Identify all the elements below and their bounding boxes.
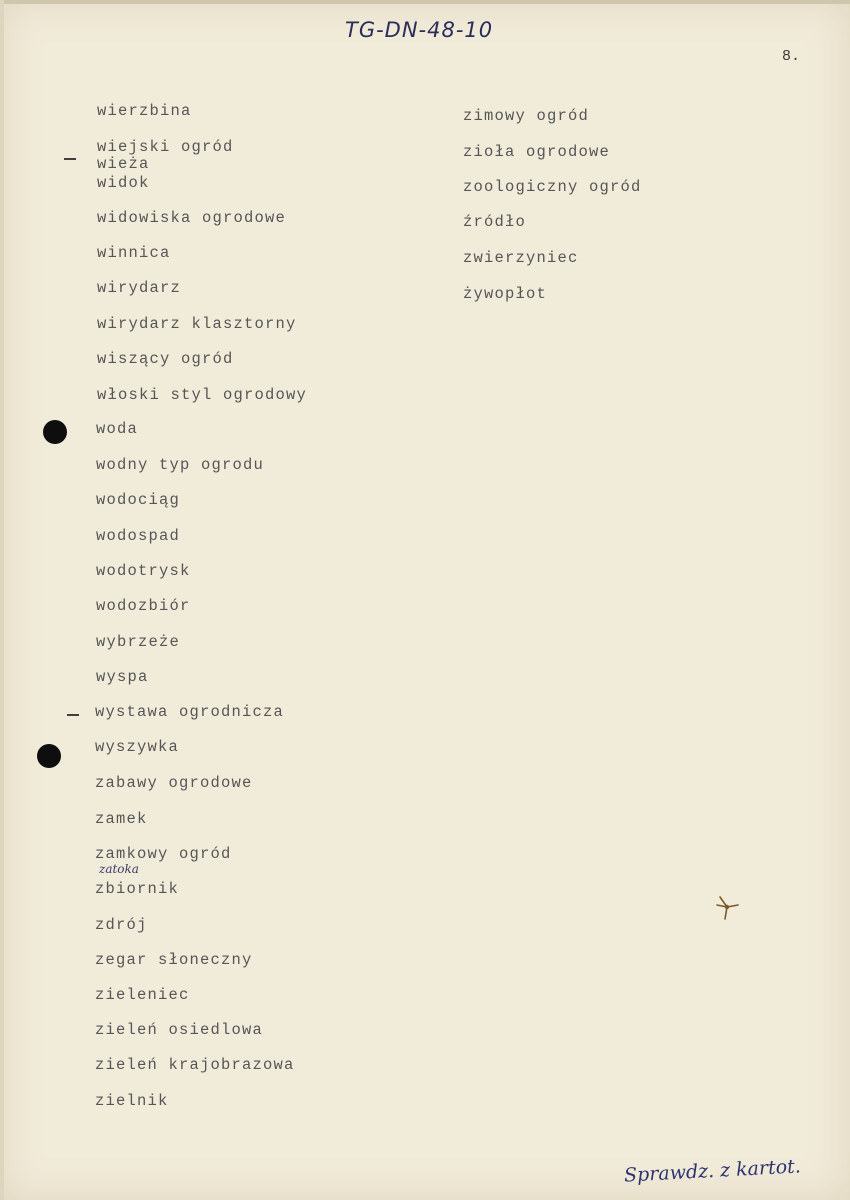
term-item: zieleniec [95, 986, 190, 1004]
term-item: wodny typ ogrodu [96, 456, 265, 474]
term-item: źródło [463, 213, 527, 231]
term-item: wieża [97, 155, 150, 173]
term-item: wybrzeże [96, 633, 181, 651]
punch-hole-bottom [37, 744, 61, 768]
margin-tick-mark [64, 158, 76, 160]
term-item: zieleń osiedlowa [95, 1021, 264, 1039]
margin-tick-mark [67, 714, 79, 716]
term-item: wyszywka [95, 738, 180, 756]
term-item: wodozbiór [96, 597, 191, 615]
term-item: wystawa ogrodnicza [95, 703, 285, 721]
handwritten-insert: zatoka [99, 862, 139, 876]
term-item: zegar słoneczny [95, 951, 253, 969]
term-item: zimowy ogród [463, 107, 590, 125]
term-item: zamek [95, 810, 148, 828]
term-item: zamkowy ogród [95, 845, 232, 863]
term-item: wiszący ogród [97, 350, 234, 368]
term-item: wyspa [96, 668, 149, 686]
page-top-edge [0, 0, 850, 4]
term-item: żywopłot [463, 285, 548, 303]
term-item: widowiska ogrodowe [97, 209, 287, 227]
term-item: zioła ogrodowe [463, 143, 611, 161]
document-reference: TG-DN-48-10 [345, 18, 494, 42]
term-item: zabawy ogrodowe [95, 774, 253, 792]
paper-speck-mark [712, 893, 742, 923]
term-item: winnica [97, 244, 171, 262]
page-left-edge [0, 0, 4, 1200]
term-item: zoologiczny ogród [463, 178, 642, 196]
term-item: włoski styl ogrodowy [97, 386, 308, 404]
punch-hole-top [43, 420, 67, 444]
term-item: wiejski ogród [97, 138, 234, 156]
term-item: zwierzyniec [463, 249, 579, 267]
term-item: wodotrysk [96, 562, 191, 580]
term-item: wierzbina [97, 102, 192, 120]
term-item: wodociąg [96, 491, 181, 509]
term-item: wirydarz [97, 279, 182, 297]
term-item: widok [97, 174, 150, 192]
term-item: wirydarz klasztorny [97, 315, 297, 333]
page-number: 8. [782, 48, 801, 65]
term-item: zdrój [95, 916, 148, 934]
term-item: wodospad [96, 527, 181, 545]
term-item: woda [96, 420, 139, 438]
handwritten-signature: Sprawdz. z kartot. [623, 1155, 802, 1187]
term-item: zbiornik [95, 880, 180, 898]
term-item: zielnik [95, 1092, 169, 1110]
term-item: zieleń krajobrazowa [95, 1056, 295, 1074]
